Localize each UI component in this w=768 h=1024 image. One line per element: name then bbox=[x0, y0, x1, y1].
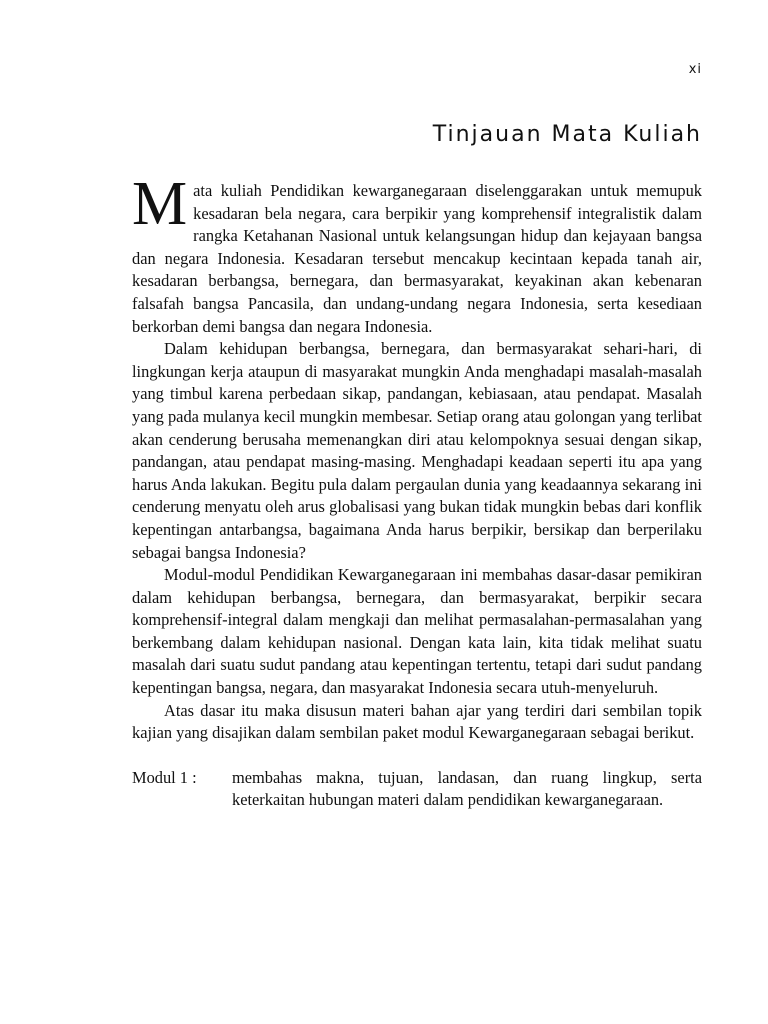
module-item bbox=[132, 767, 702, 812]
drop-cap: M bbox=[132, 170, 188, 238]
page-number: xi bbox=[688, 62, 702, 77]
body-paragraph: Atas dasar itu maka disusun materi bahan ajar yang terdiri dari sembilan topik kajian yang disajikan dalam sembilan paket modul Kewarganegaraan sebagai berikut. bbox=[132, 700, 702, 743]
intro-paragraph bbox=[132, 170, 702, 338]
intro-text: ata kuliah Pendidikan kewarganegaraan diselenggarakan untuk memupuk kesadaran bela negara, cara berpikir yang komprehensif integralistik dalam rangka Ketahanan Nasional untuk kelangsungan hidup dan kejayaan bangsa dan negara Indonesia. Kesadaran tersebut mencakup kecintaan kepada tanah air, kesadaran berbangsa, bernegara, dan bermasyarakat, keyakinan akan kebenaran falsafah bangsa Pancasila, dan undang-undang negara Indonesia, serta kesediaan berkorban demi bangsa dan negara Indonesia. bbox=[132, 181, 702, 336]
body-paragraph: Modul-modul Pendidikan Kewarganegaraan ini membahas dasar-dasar pemikiran dalam kehidupan berbangsa, bernegara, dan bermasyarakat, berpikir secara komprehensif-integral dalam mengkaji dan melihat permasalahan-permasalahan yang berkembang dalam kehidupan nasional. Dengan kata lain, kita tidak melihat suatu masalah dari suatu sudut pandang atau kepentingan tertentu, tetapi dari sudut pandang kepentingan bangsa, negara, dan masyarakat Indonesia secara utuh-menyeluruh. bbox=[132, 565, 702, 698]
module-list bbox=[132, 767, 702, 812]
module-description: membahas makna, tujuan, landasan, dan ruang lingkup, serta keterkaitan hubungan materi dalam pendidikan kewarganegaraan. bbox=[232, 767, 702, 810]
module-label: Modul 1 : bbox=[132, 767, 197, 787]
chapter-title: Tinjauan Mata Kuliah bbox=[432, 122, 702, 147]
main-content bbox=[132, 170, 702, 812]
body-paragraph: Dalam kehidupan berbangsa, bernegara, dan bermasyarakat sehari-hari, di lingkungan kerja ataupun di masyarakat mungkin Anda menghadapi masalah-masalah yang timbul karena perbedaan sikap, pandangan, kebiasaan, atau pendapat. Masalah yang pada mulanya kecil mungkin membesar. Setiap orang atau golongan yang terlibat akan cenderung berusaha memenangkan diri atau kelompoknya sesuai dengan sikap, pandangan, atau pendapat masing-masing. Menghadapi keadaan seperti itu apa yang harus Anda lakukan. Begitu pula dalam pergaulan dunia yang keadaannya sekarang ini cenderung menyatu oleh arus globalisasi yang bukan tidak mungkin bebas dari konflik kepentingan antarbangsa, bagaimana Anda harus berpikir, bersikap dan berperilaku sebagai bangsa Indonesia? bbox=[132, 339, 702, 562]
